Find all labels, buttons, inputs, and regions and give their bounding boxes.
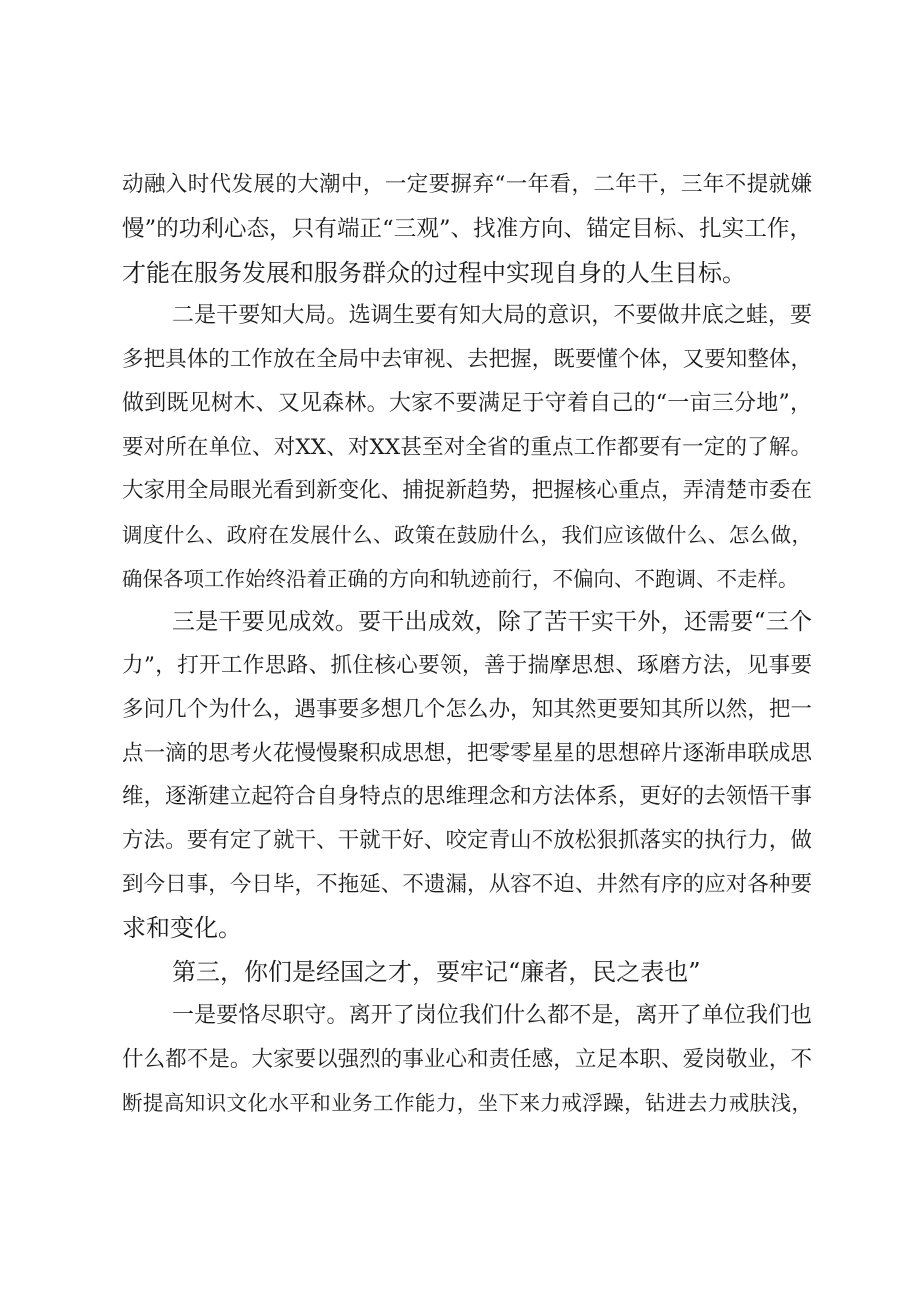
- paragraph-line: 要对所在单位、对XX、对XX甚至对全省的重点工作都要有一定的了解。: [122, 435, 812, 460]
- paragraph-line: 三是干要见成效。要干出成效，除了苦干实干外，还需要“三个: [172, 609, 812, 635]
- paragraph-line: 什么都不是。大家要以强烈的事业心和责任感，立足本职、爱岗敬业，不: [122, 1047, 812, 1072]
- paragraph-line: 大家用全局眼光看到新变化、捕捉新趋势，把握核心重点，弄清楚市委在: [122, 478, 812, 503]
- paragraph-line: 多把具体的工作放在全局中去审视、去把握，既要懂个体，又要知整体，: [122, 347, 812, 372]
- paragraph-line: 做到既见树木、又见森林。大家不要满足于守着自己的“一亩三分地”，: [122, 391, 812, 416]
- paragraph-line: 多问几个为什么，遇事要多想几个怎么办，知其然更要知其所以然，把一: [122, 697, 812, 722]
- paragraph-line: 调度什么、政府在发展什么、政策在鼓励什么，我们应该做什么、怎么做，: [122, 523, 812, 547]
- paragraph-line: 一是要恪尽职守。离开了岗位我们什么都不是，离开了单位我们也: [172, 1003, 812, 1028]
- paragraph-line: 慢”的功利心态，只有端正“三观”、找准方向、锚定目标、扎实工作，: [122, 216, 812, 242]
- paragraph-line: 二是干要知大局。选调生要有知大局的意识，不要做井底之蛙，要: [172, 303, 812, 328]
- paragraph-line: 动融入时代发展的大潮中，一定要摒弃“一年看，二年干，三年不提就嫌: [122, 172, 812, 197]
- paragraph-line: 才能在服务发展和服务群众的过程中实现自身的人生目标。: [122, 259, 746, 287]
- paragraph-line: 点一滴的思考火花慢慢聚积成思想，把零零星星的思想碎片逐渐串联成思: [122, 741, 812, 766]
- paragraph-line: 到今日事，今日毕，不拖延、不遗漏，从容不迫、井然有序的应对各种要: [122, 872, 812, 897]
- paragraph-line: 维，逐渐建立起符合自身特点的思维理念和方法体系，更好的去领悟干事: [122, 784, 812, 809]
- paragraph-line: 断提高知识文化水平和业务工作能力，坐下来力戒浮躁，钻进去力戒肤浅，: [122, 1091, 812, 1115]
- section-heading: 第三，你们是经国之才，要牢记“廉者，民之表也”: [172, 958, 701, 986]
- paragraph-line: 求和变化。: [122, 914, 242, 942]
- paragraph-line: 力”，打开工作思路、抓住核心要领，善于揣摩思想、琢磨方法，见事要: [122, 653, 812, 678]
- paragraph-line: 方法。要有定了就干、干就干好、咬定青山不放松狠抓落实的执行力，做: [122, 828, 812, 853]
- paragraph-line: 确保各项工作始终沿着正确的方向和轨迹前行，不偏向、不跑调、不走样。: [122, 567, 799, 591]
